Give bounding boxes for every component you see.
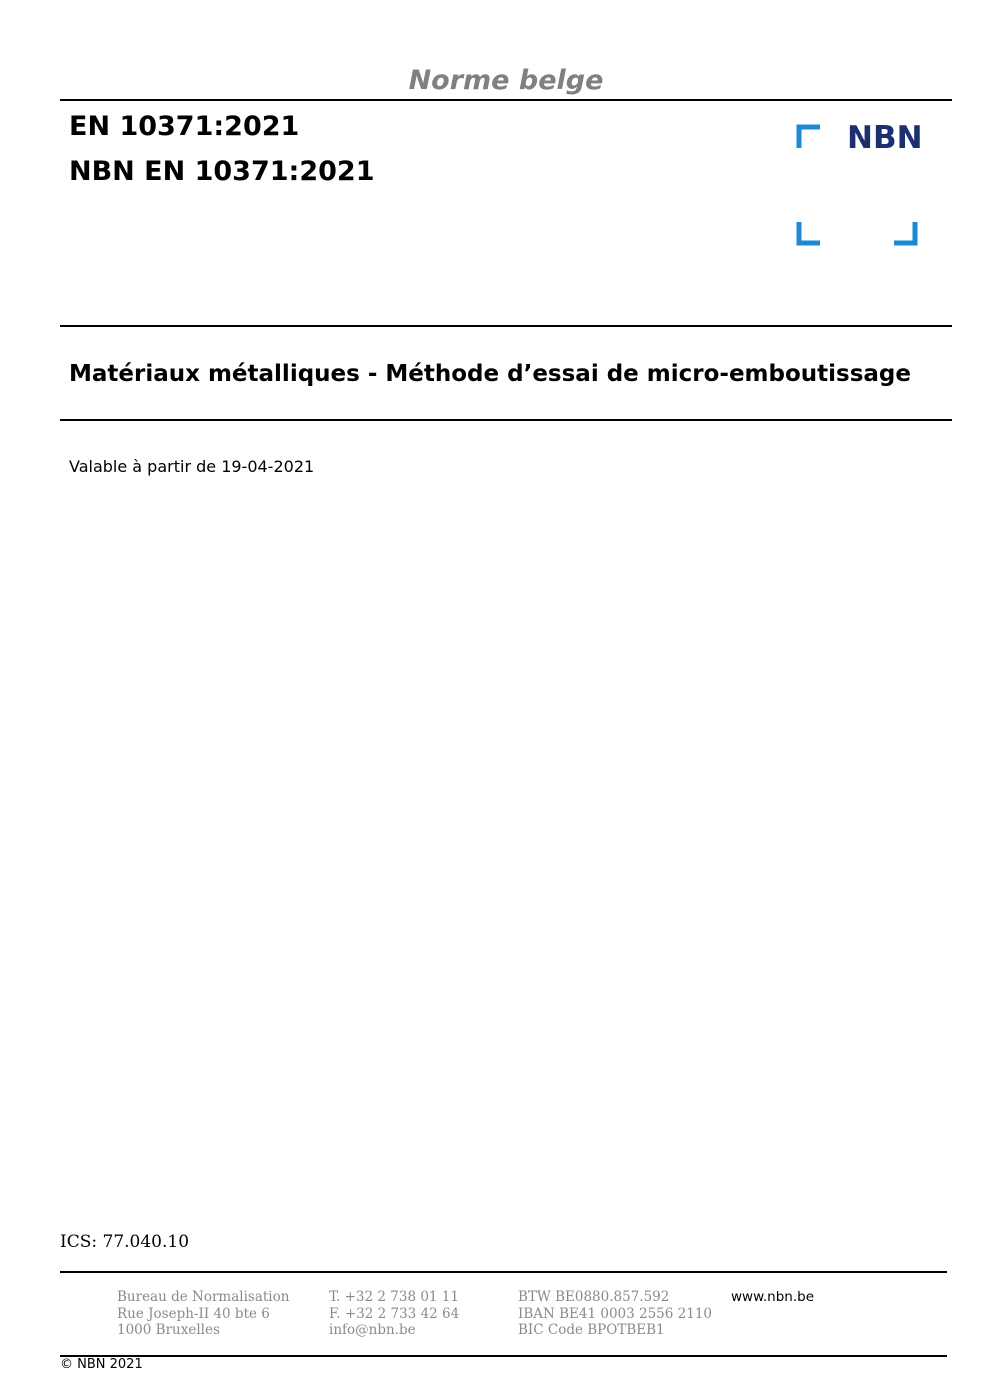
document-title: Matériaux métalliques - Méthode d’essai de micro-emboutissage <box>69 361 911 387</box>
title-top-divider <box>60 325 952 327</box>
footer-contact <box>329 1289 459 1339</box>
footer-top-divider <box>60 1271 947 1273</box>
validity-date: Valable à partir de 19-04-2021 <box>69 457 315 476</box>
copyright-notice: © NBN 2021 <box>60 1357 143 1372</box>
nbn-standard-code: NBN EN 10371:2021 <box>69 156 375 187</box>
document-type-heading: Norme belge <box>408 65 604 96</box>
footer-address-line: 1000 Bruxelles <box>117 1322 220 1339</box>
footer-vat: BTW BE0880.857.592 <box>518 1289 670 1305</box>
title-bottom-divider <box>60 419 952 421</box>
footer-fax: F. +32 2 733 42 64 <box>329 1305 460 1322</box>
footer-iban: IBAN BE41 0003 2556 2110 <box>518 1305 713 1322</box>
nbn-logo-text: NBN <box>847 120 923 156</box>
footer-bank <box>518 1289 712 1339</box>
footer-website: www.nbn.be <box>731 1289 815 1305</box>
ics-code: ICS: 77.040.10 <box>60 1232 190 1252</box>
footer-address <box>117 1289 289 1339</box>
footer-bottom-divider <box>60 1355 947 1357</box>
footer-bic: BIC Code BPOTBEB1 <box>518 1322 665 1339</box>
footer-address-line: Rue Joseph-II 40 bte 6 <box>117 1305 270 1322</box>
footer-address-line: Bureau de Normalisation <box>117 1289 290 1305</box>
header-divider <box>60 99 952 101</box>
footer-email: info@nbn.be <box>329 1322 416 1339</box>
footer-phone: T. +32 2 738 01 11 <box>329 1289 459 1305</box>
en-standard-code: EN 10371:2021 <box>69 111 300 142</box>
